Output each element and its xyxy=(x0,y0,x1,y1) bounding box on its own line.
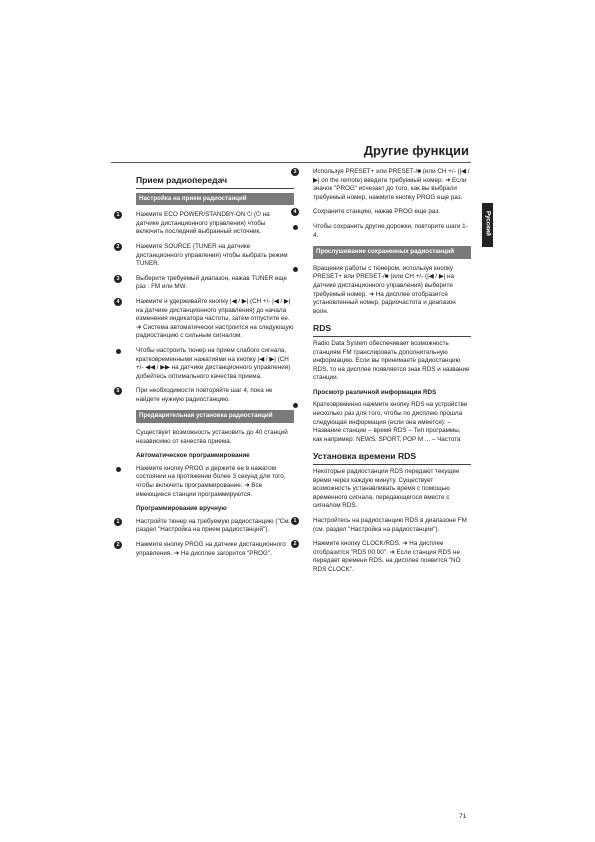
step-number: 3 xyxy=(114,275,122,283)
item-text: Используя PRESET+ или PRESET-/■ (или CH +/- (|◀ / ▶| on the remote) введите требуемый номер. ➜ Если значок "PROG" исчезает до того, как вы выбрали требуемый номер, нажмите кнопку PROG еще раз. xyxy=(313,168,470,201)
bar-listen: Прослушивание сохраненных радиостанций xyxy=(313,246,471,259)
setup-steps xyxy=(116,211,294,404)
list-item xyxy=(116,541,294,558)
rds-steps xyxy=(313,401,471,444)
list-item xyxy=(313,223,471,240)
item-text: Кратковременно нажмите кнопку RDS на устройстве несколько раз для того, чтобы по дисплею прошла следующая информация (если она имеется): – Название станции – время RDS – Тип программы, как например: NEWS, SPORT, POP M ... – Частота xyxy=(313,401,468,443)
list-item xyxy=(313,265,471,317)
section-title-radio: Прием радиопередач xyxy=(136,176,294,189)
time-title: Установка времени RDS xyxy=(313,452,471,465)
step-number: 1 xyxy=(114,211,122,219)
preset-text: Существует возможность установить до 40 станций независимо от качества приема. xyxy=(136,429,288,445)
language-tab xyxy=(482,203,493,247)
step-number: 3 xyxy=(291,168,299,176)
bullet-icon xyxy=(293,225,298,230)
step-number: 4 xyxy=(114,298,122,306)
item-text: Нажмите кнопку PROG на датчике дистанционного управления. ➜ На дисплее загорится "PROG". xyxy=(136,541,286,557)
bar-preset: Предварительная установка радиостанций xyxy=(136,410,294,423)
bullet-icon xyxy=(116,349,121,354)
manual-title: Программирование вручную xyxy=(136,505,227,513)
item-text: Нажмите и удерживайте кнопку |◀ / ▶| (CH +/- |◀ / ▶| на датчике дистанционного управления) до начала изменения индикатора частоты, затем отпустите ее. ➜ Система автоматически настроится на следующую радиостанцию с сильным сигналом. xyxy=(136,297,294,340)
item-text: Нажмите кнопку PROG и держите ее в нажатом состоянии на протяжении более 3 секунд для того, чтобы включить программирование. ➜ Все имеющиеся станции программируются. xyxy=(136,464,286,498)
rds-text: Radio Data System обеспечивает возможность станциям FM транслировать дополнительную информацию. Если вы принимаете радиостанцию RDS, то на дисплее появляется знак RDS и название станции. xyxy=(313,339,470,382)
item-text: Настройтесь на радиостанцию RDS в диапазоне FM (см. раздел "Настройка на радиостанции"). xyxy=(313,517,467,533)
item-text: Нажмите SOURCE (TUNER на датчике дистанционного управления) чтобы выбрать режим TUNER. xyxy=(136,242,288,268)
bullet-icon xyxy=(293,267,298,272)
item-text: Сохраните станцию, нажав PROG еще раз. xyxy=(313,208,440,216)
item-text: Нажмите кнопку CLOCK/RDS. ➜ На дисплее отобразится "RDS 00:00". ➜ Если станция RDS не передает времени RDS, на дисплее появится "NO RDS CLOCK". xyxy=(313,540,461,573)
right-column xyxy=(293,168,471,581)
bullet-icon xyxy=(116,467,121,472)
list-item xyxy=(116,242,294,269)
left-column xyxy=(116,168,294,564)
item-text: Чтобы настроить тюнер на прием слабого сигнала, кратковременными нажатиями на кнопку |◀ / ▶| (CH +/- ◀◀ / ▶▶ на датчике дистанционного управления) добейтесь оптимального качества приема. xyxy=(136,346,291,380)
list-item xyxy=(313,401,471,444)
list-item xyxy=(116,211,294,237)
item-text: Настройте тюнер на требуемую радиостанцию ("См. раздел "Настройка на прием радиостанций"). xyxy=(136,517,291,534)
item-text: Нажмите ECO POWER/STANDBY-ON ⏻ (⏻ на датчике дистанционного управления) чтобы включить последний выбранный источник. xyxy=(136,211,270,236)
step-number: 1 xyxy=(291,517,299,525)
step-number: 1 xyxy=(114,518,122,526)
bar-setup: Настройка на прием радиостанций xyxy=(136,193,294,206)
step-number: 2 xyxy=(114,541,122,549)
list-item xyxy=(293,517,471,534)
item-text: Вращение работы с тюнером, используя кнопку PRESET+ или PRESET-/■ (или CH +/- (|◀ / ▶| на датчике дистанционного управления) выберите требуемый номер. ➜ На дисплее отобразится установленный номер, радиочастота и диапазон волн. xyxy=(313,264,456,315)
list-item xyxy=(116,274,294,292)
list-item xyxy=(116,387,294,404)
time-steps xyxy=(293,517,471,575)
list-item xyxy=(293,208,471,217)
item-text: Выберите требуемый диапазон, нажав TUNER еще раз : FM или MW. xyxy=(136,274,288,291)
listen-steps xyxy=(313,265,471,317)
time-text: Некоторые радиостанции RDS передают текущее время через каждую минуту. Существует возможность устанавливать время с помощью временного сигнала, передающегося вместе с сигналом RDS. xyxy=(313,468,460,510)
rds-title: RDS xyxy=(313,324,471,337)
language-tab-label: Русский xyxy=(484,210,492,236)
auto-steps xyxy=(136,465,294,499)
bullet-icon xyxy=(293,403,298,408)
step-number: 5 xyxy=(114,387,122,395)
title-rule xyxy=(111,162,471,163)
item-text: При необходимости повторяйте шаг 4, пока не найдете нужную радиостанцию. xyxy=(136,387,273,403)
auto-title: Автоматическое программирование xyxy=(136,452,250,460)
list-item xyxy=(116,517,294,535)
manual-steps xyxy=(116,517,294,558)
step-number: 4 xyxy=(291,208,299,216)
step-number: 2 xyxy=(291,540,299,548)
list-item xyxy=(136,465,294,499)
steps-top xyxy=(293,168,471,240)
list-item xyxy=(293,168,471,202)
rds-sub: Просмотр различной информации RDS xyxy=(313,388,437,396)
step-number: 2 xyxy=(114,243,122,251)
page-title: Другие функции xyxy=(363,143,469,158)
list-item xyxy=(136,347,294,381)
list-item xyxy=(293,540,471,574)
item-text: Чтобы сохранить другие дорожки, повторите шаги 1-4. xyxy=(313,222,468,239)
list-item xyxy=(116,297,294,341)
page-number: 71 xyxy=(459,813,467,820)
